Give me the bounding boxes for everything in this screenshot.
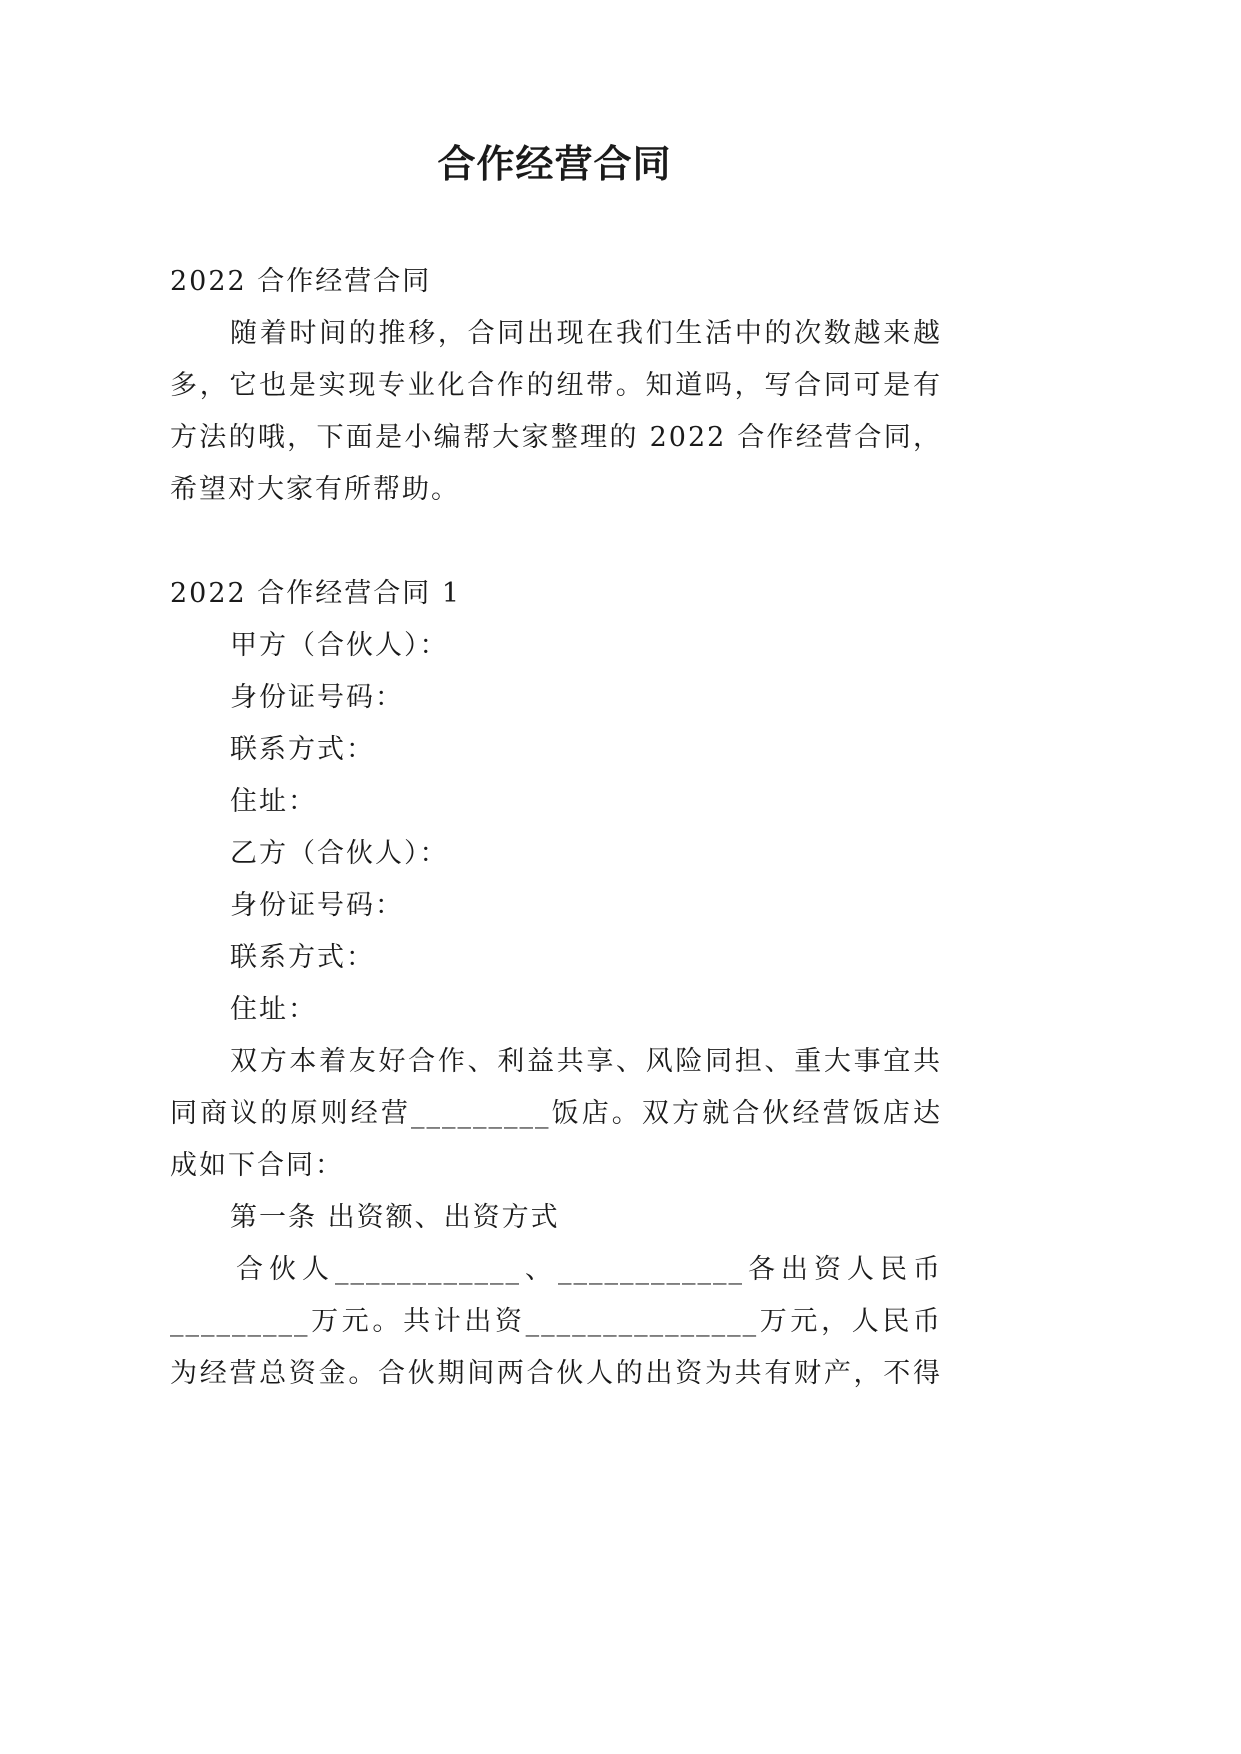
article-1-line: 合伙人____________、____________各出资人民币 — [236, 1254, 942, 1285]
article-1-line: 为经营总资金。合伙期间两合伙人的出资为共有财产，不得 — [170, 1358, 942, 1389]
party-a-label: 甲方（合伙人）： — [230, 630, 449, 661]
party-b-address: 住址： — [230, 994, 317, 1025]
document-body — [170, 256, 942, 1400]
article-1-line: _________万元。共计出资_______________万元，人民币 — [170, 1306, 942, 1337]
party-b-contact: 联系方式： — [230, 942, 375, 973]
party-b-id: 身份证号码： — [230, 890, 404, 921]
intro-line: 希望对大家有所帮助。 — [170, 474, 460, 505]
main-heading: 2022 合作经营合同 — [170, 266, 432, 297]
party-b-label: 乙方（合伙人）： — [230, 838, 449, 869]
party-a-contact: 联系方式： — [230, 734, 375, 765]
intro-line: 方法的哦，下面是小编帮大家整理的 2022 合作经营合同， — [170, 422, 942, 453]
preamble-line: 同商议的原则经营_________饭店。双方就合伙经营饭店达 — [170, 1098, 942, 1129]
preamble-line: 双方本着友好合作、利益共享、风险同担、重大事宜共 — [230, 1046, 942, 1077]
section-heading: 2022 合作经营合同 1 — [170, 578, 462, 609]
party-a-id: 身份证号码： — [230, 682, 404, 713]
intro-line: 随着时间的推移，合同出现在我们生活中的次数越来越 — [230, 318, 942, 349]
intro-line: 多，它也是实现专业化合作的纽带。知道吗，写合同可是有 — [170, 370, 942, 401]
spacer — [170, 516, 942, 568]
party-a-address: 住址： — [230, 786, 317, 817]
document-title: 合作经营合同 — [437, 141, 672, 186]
article-1-heading: 第一条 出资额、出资方式 — [230, 1202, 560, 1233]
preamble-line: 成如下合同： — [170, 1150, 344, 1181]
